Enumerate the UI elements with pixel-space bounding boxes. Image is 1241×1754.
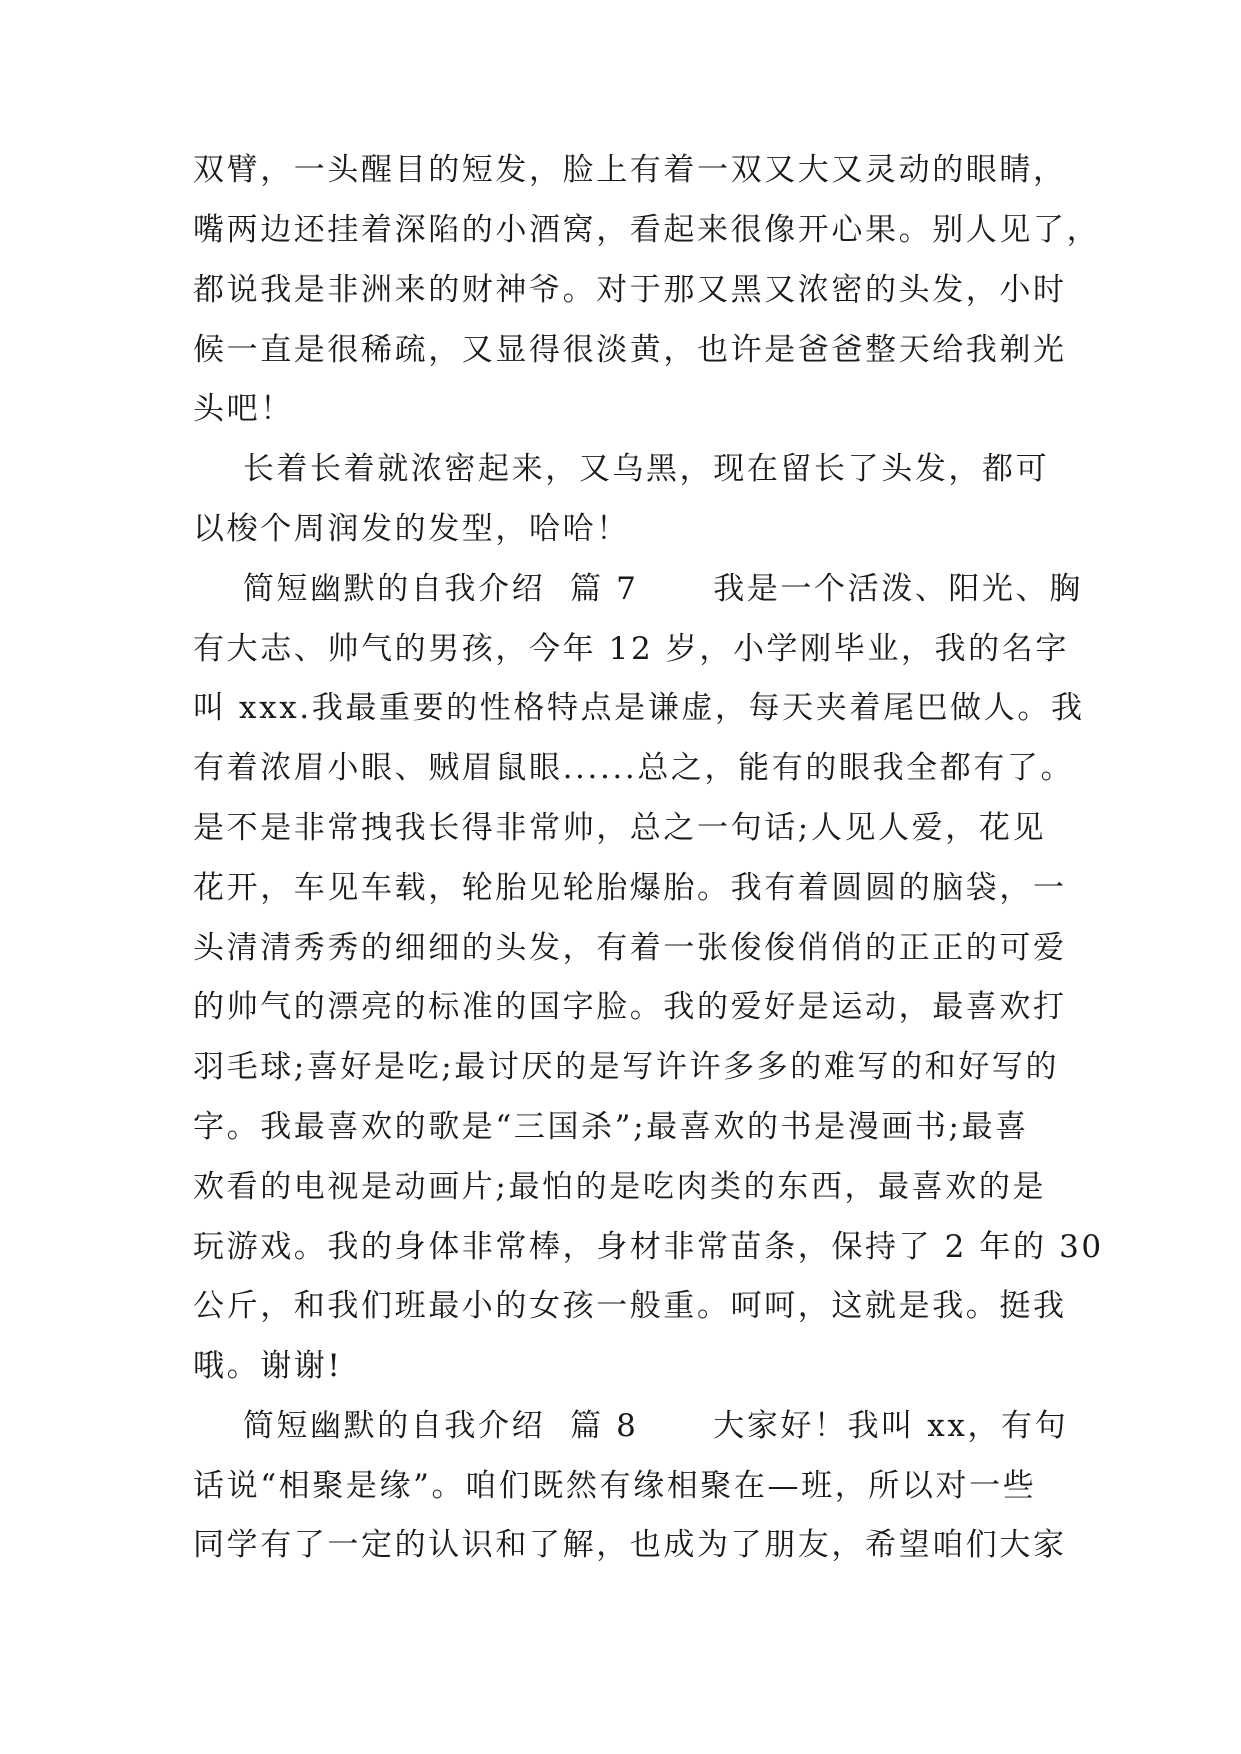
text-line: 头清清秀秀的细细的头发，有着一张俊俊俏俏的正正的可爱 [193,930,1067,966]
text-line: 有着浓眉小眼、贼眉鼠眼......总之，能有的眼我全都有了。 [193,750,1075,786]
text-line: 双臂，一头醒目的短发，脸上有着一双又大又灵动的眼睛， [193,152,1067,188]
text-line: 话说“相聚是缘”。咱们既然有缘相聚在—班，所以对一些 [193,1468,1037,1504]
text-line: 以梭个周润发的发型，哈哈！ [193,511,630,547]
text-line: 羽毛球;喜好是吃;最讨厌的是写许许多多的难写的和好写的 [193,1049,1060,1085]
text-line: 哦。谢谢! [193,1348,343,1384]
text-line: 的帅气的漂亮的标准的国字脸。我的爱好是运动，最喜欢打 [193,989,1067,1025]
text-line: 简短幽默的自我介绍 篇 7 我是一个活泼、阳光、胸 [193,571,1083,607]
text-line: 候一直是很稀疏，又显得很淡黄，也许是爸爸整天给我剃光 [193,332,1067,368]
text-line: 欢看的电视是动画片;最怕的是吃肉类的东西，最喜欢的是 [193,1169,1047,1205]
text-line: 叫 xxx.我最重要的性格特点是谦虚，每天夹着尾巴做人。我 [193,690,1085,726]
text-line: 都说我是非洲来的财神爷。对于那又黑又浓密的头发，小时 [193,272,1067,308]
text-line: 花开，车见车载，轮胎见轮胎爆胎。我有着圆圆的脑袋，一 [193,870,1067,906]
text-line: 头吧！ [193,391,294,427]
text-line: 是不是非常拽我长得非常帅，总之一句话;人见人爱，花见 [193,810,1047,846]
text-line: 简短幽默的自我介绍 篇 8 大家好！我叫 xx，有句 [193,1408,1069,1444]
text-line: 长着长着就浓密起来，又乌黑，现在留长了头发，都可 [193,451,1050,487]
text-line: 嘴两边还挂着深陷的小酒窝，看起来很像开心果。别人见了， [193,212,1101,248]
text-line: 字。我最喜欢的歌是“三国杀”;最喜欢的书是漫画书;最喜 [193,1109,1029,1145]
text-line: 公斤，和我们班最小的女孩一般重。呵呵，这就是我。挺我 [193,1288,1067,1324]
text-line: 同学有了一定的认识和了解，也成为了朋友，希望咱们大家 [193,1527,1067,1563]
text-line: 玩游戏。我的身体非常棒，身材非常苗条，保持了 2 年的 30 [193,1229,1104,1265]
text-line: 有大志、帅气的男孩，今年 12 岁，小学刚毕业，我的名字 [193,631,1069,667]
